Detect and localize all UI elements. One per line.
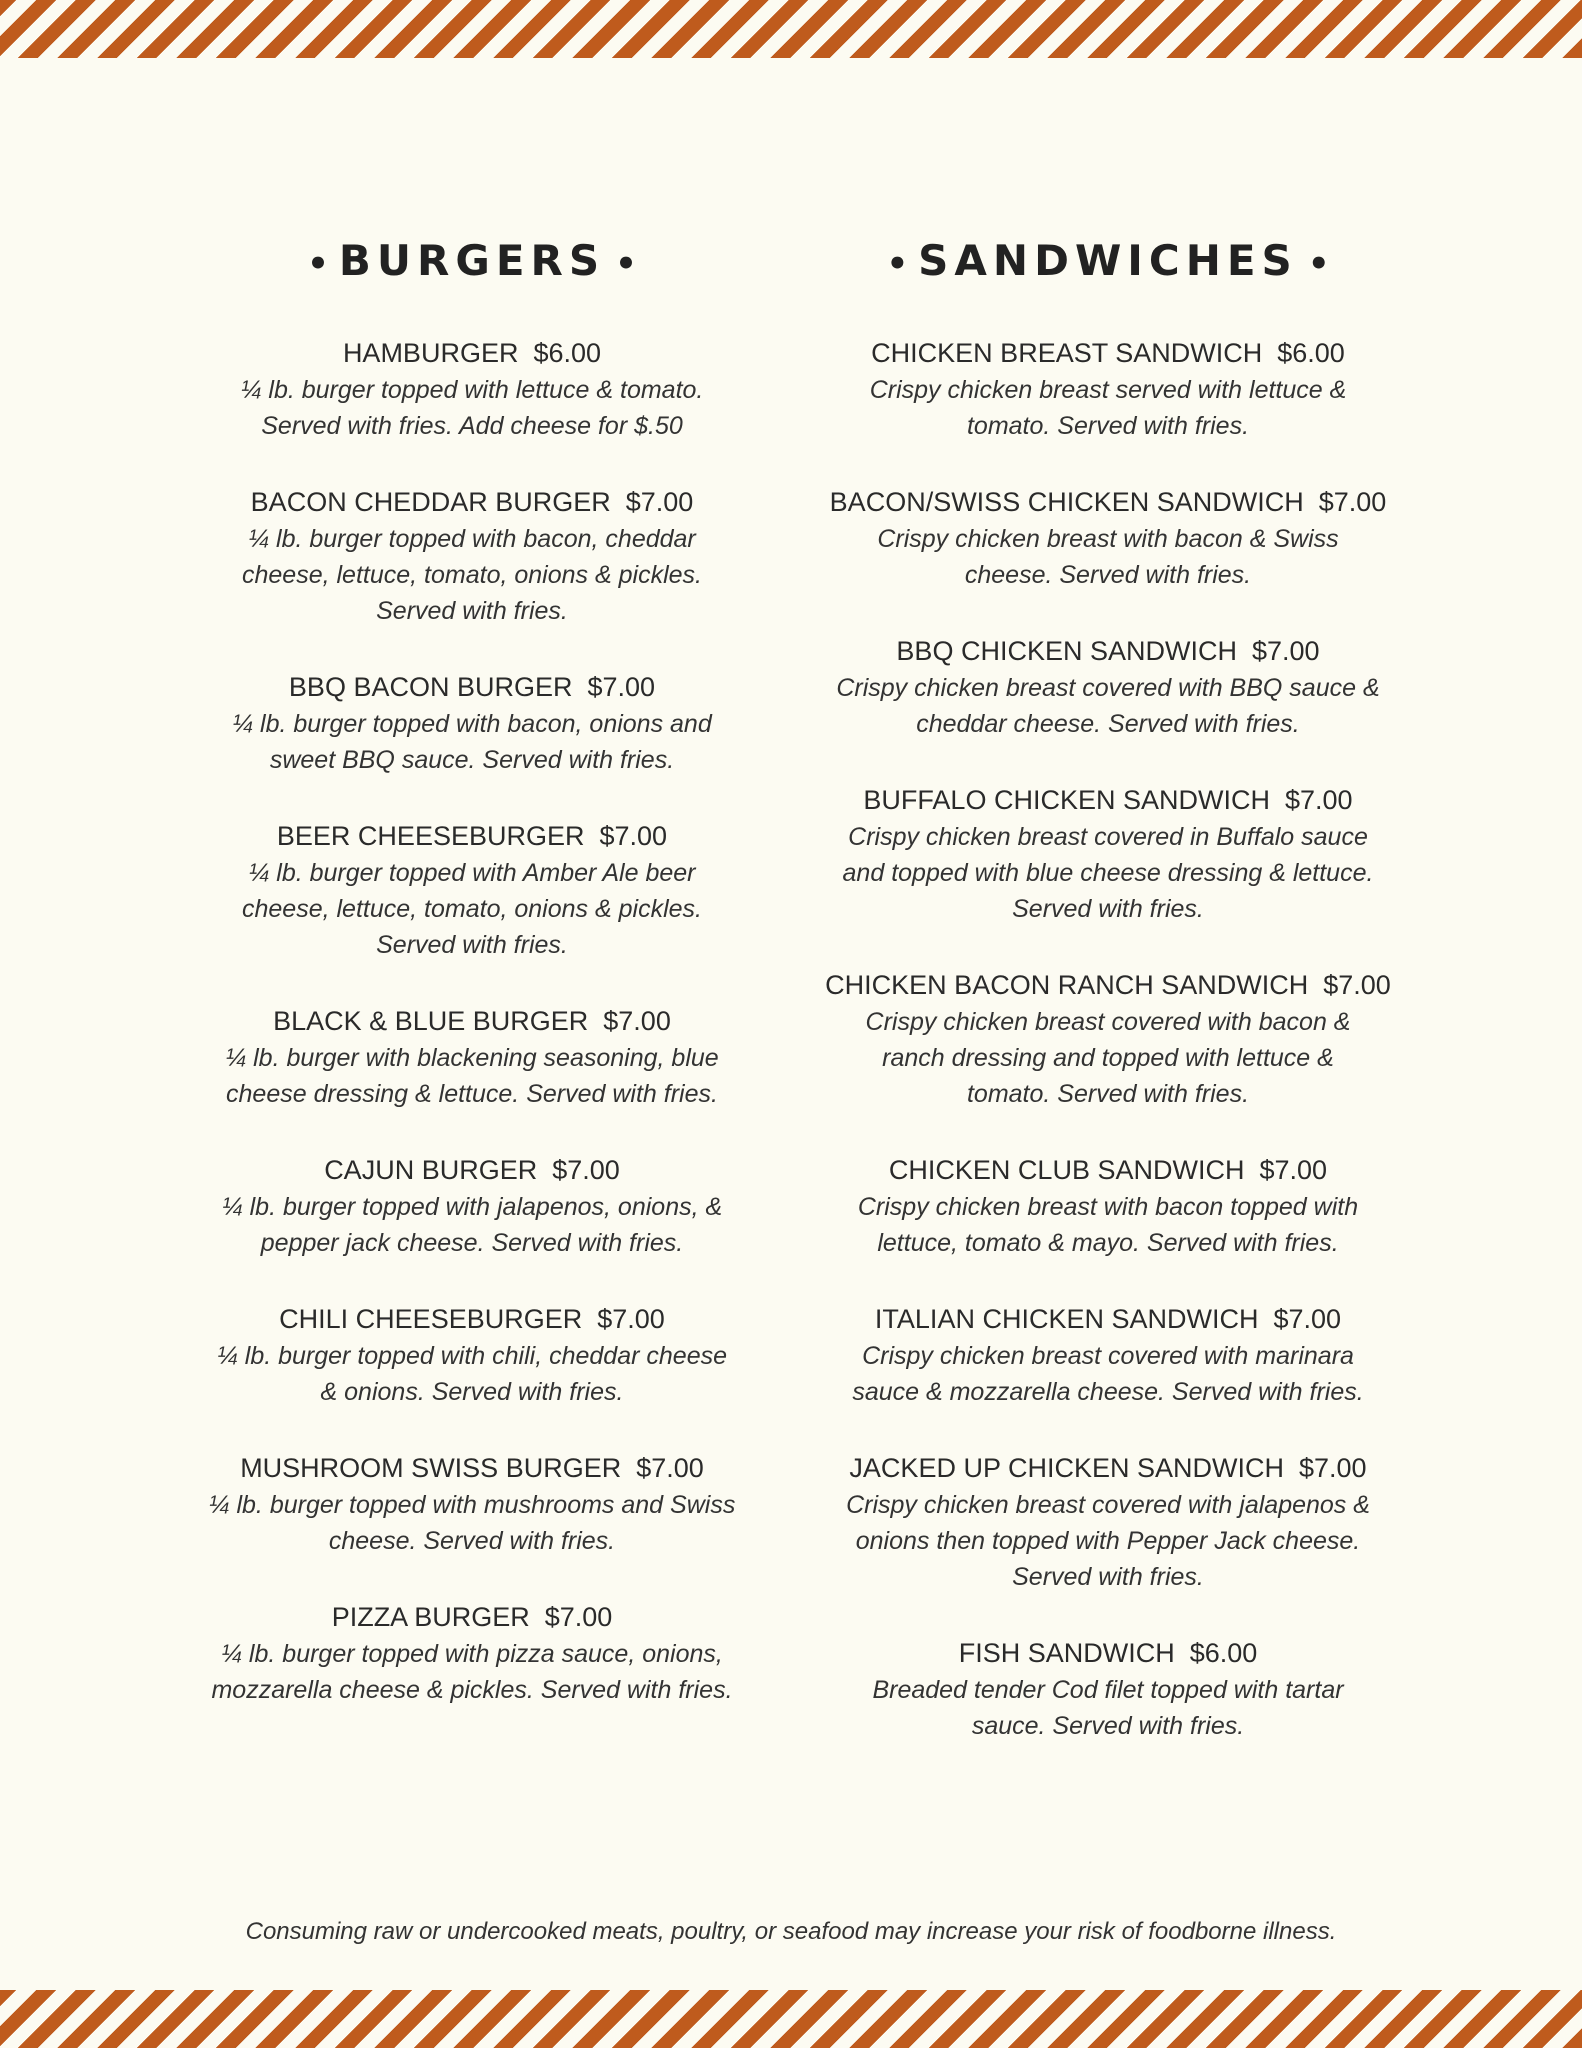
menu-item-title bbox=[172, 1300, 772, 1338]
menu-item bbox=[808, 1300, 1408, 1410]
menu-item-description: ¼ lb. burger topped with mushrooms and Swiss cheese. Served with fries. bbox=[208, 1490, 736, 1555]
menu-item-name: BLACK & BLUE BURGER bbox=[273, 1005, 589, 1036]
menu-item-price: $6.00 bbox=[533, 337, 602, 368]
menu-item-price: $7.00 bbox=[599, 820, 668, 851]
menu-item-title bbox=[808, 483, 1408, 521]
menu-item-name: CHICKEN BACON RANCH SANDWICH bbox=[825, 969, 1309, 1000]
menu-item bbox=[172, 668, 772, 778]
menu-item-title bbox=[172, 817, 772, 855]
menu-item-title bbox=[808, 1300, 1408, 1338]
menu-item-title bbox=[808, 1449, 1408, 1487]
burgers-title: BURGERS bbox=[338, 236, 606, 285]
menu-item-name: BACON/SWISS CHICKEN SANDWICH bbox=[829, 486, 1304, 517]
menu-item-title bbox=[808, 1151, 1408, 1189]
menu-item bbox=[808, 632, 1408, 742]
menu-item-price: $7.00 bbox=[1323, 969, 1391, 1000]
menu-item bbox=[808, 1449, 1408, 1595]
menu-item-description: Crispy chicken breast covered with jalapenos & onions then topped with Pepper Jack cheese. Served with fries. bbox=[846, 1490, 1370, 1591]
menu-item-price: $7.00 bbox=[1251, 635, 1320, 666]
menu-item-title bbox=[172, 334, 772, 372]
bottom-stripe-border bbox=[0, 1990, 1582, 2048]
menu-item-description: ¼ lb. burger topped with bacon, onions and sweet BBQ sauce. Served with fries. bbox=[232, 709, 712, 774]
bullet-dot-icon: • bbox=[615, 243, 637, 284]
menu-item bbox=[172, 1151, 772, 1261]
menu-item-price: $7.00 bbox=[625, 486, 694, 517]
menu-item-price: $7.00 bbox=[1273, 1303, 1342, 1334]
menu-item bbox=[808, 483, 1408, 593]
menu-item-name: BBQ BACON BURGER bbox=[288, 671, 573, 702]
menu-item-price: $6.00 bbox=[1277, 337, 1345, 368]
menu-item-title bbox=[808, 632, 1408, 670]
menu-item bbox=[172, 1002, 772, 1112]
menu-item bbox=[172, 483, 772, 629]
menu-item-description: ¼ lb. burger topped with jalapenos, onions, & pepper jack cheese. Served with fries. bbox=[221, 1192, 723, 1257]
menu-item bbox=[808, 781, 1408, 927]
menu-item-title bbox=[172, 1598, 772, 1636]
sandwiches-heading bbox=[808, 225, 1408, 300]
menu-item-title bbox=[808, 781, 1408, 819]
menu-item-title bbox=[172, 1002, 772, 1040]
menu-item-price: $7.00 bbox=[1284, 784, 1353, 815]
menu-item-title bbox=[172, 483, 772, 521]
menu-item-name: ITALIAN CHICKEN SANDWICH bbox=[874, 1303, 1259, 1334]
menu-item-title bbox=[808, 966, 1408, 1004]
menu-item-price: $7.00 bbox=[552, 1154, 620, 1185]
menu-item-name: CHICKEN CLUB SANDWICH bbox=[888, 1154, 1245, 1185]
menu-item-title bbox=[808, 334, 1408, 372]
menu-item-description: Crispy chicken breast covered with BBQ sauce & cheddar cheese. Served with fries. bbox=[836, 673, 1380, 738]
burgers-list bbox=[172, 334, 772, 1708]
menu-item-price: $7.00 bbox=[636, 1452, 704, 1483]
menu-item-description: Crispy chicken breast covered in Buffalo sauce and topped with blue cheese dressing & lettuce. Served with fries. bbox=[842, 822, 1374, 923]
menu-item-name: CHILI CHEESEBURGER bbox=[279, 1303, 583, 1334]
menu-item-title bbox=[172, 1151, 772, 1189]
menu-item-description: Crispy chicken breast covered with marinara sauce & mozzarella cheese. Served with fries. bbox=[852, 1341, 1364, 1406]
menu-item-description: Crispy chicken breast covered with bacon & ranch dressing and topped with lettuce & tomato. Served with fries. bbox=[865, 1007, 1351, 1108]
menu-item-description: ¼ lb. burger topped with pizza sauce, onions, mozzarella cheese & pickles. Served with fries. bbox=[211, 1639, 733, 1704]
sandwiches-list bbox=[808, 334, 1408, 1744]
menu-item bbox=[172, 1598, 772, 1708]
menu-item-price: $7.00 bbox=[603, 1005, 671, 1036]
menu-item-name: PIZZA BURGER bbox=[331, 1601, 530, 1632]
menu-item-name: FISH SANDWICH bbox=[958, 1637, 1175, 1668]
menu-item-description: Crispy chicken breast with bacon & Swiss cheese. Served with fries. bbox=[877, 524, 1339, 589]
menu-item-price: $7.00 bbox=[597, 1303, 665, 1334]
menu-item-price: $7.00 bbox=[1259, 1154, 1328, 1185]
menu-item-description: Crispy chicken breast with bacon topped with lettuce, tomato & mayo. Served with fries. bbox=[857, 1192, 1359, 1257]
menu-item-price: $7.00 bbox=[544, 1601, 613, 1632]
sandwiches-title: SANDWICHES bbox=[918, 236, 1298, 285]
bullet-dot-icon: • bbox=[307, 243, 329, 284]
menu-item-description: ¼ lb. burger topped with chili, cheddar cheese & onions. Served with fries. bbox=[216, 1341, 728, 1406]
menu-item-description: ¼ lb. burger topped with lettuce & tomato. Served with fries. Add cheese for $.50 bbox=[240, 375, 704, 440]
menu-item-name: CHICKEN BREAST SANDWICH bbox=[871, 337, 1263, 368]
menu-item-name: BBQ CHICKEN SANDWICH bbox=[896, 635, 1237, 666]
menu-item-title bbox=[172, 668, 772, 706]
menu-item-description: Crispy chicken breast served with lettuce & tomato. Served with fries. bbox=[869, 375, 1347, 440]
menu-item-description: ¼ lb. burger with blackening seasoning, blue cheese dressing & lettuce. Served with fries. bbox=[225, 1043, 719, 1108]
menu-item-description: ¼ lb. burger topped with Amber Ale beer cheese, lettuce, tomato, onions & pickles. Served with fries. bbox=[242, 858, 702, 959]
menu-item bbox=[808, 966, 1408, 1112]
food-safety-disclaimer: Consuming raw or undercooked meats, poultry, or seafood may increase your risk of foodborne illness. bbox=[245, 1918, 1337, 1945]
menu-item bbox=[172, 334, 772, 444]
bullet-dot-icon: • bbox=[1307, 243, 1330, 284]
menu-item bbox=[808, 1151, 1408, 1261]
menu-item bbox=[808, 1634, 1408, 1744]
menu-item-title bbox=[808, 1634, 1408, 1672]
menu-item-name: BEER CHEESEBURGER bbox=[276, 820, 585, 851]
burgers-heading bbox=[172, 225, 772, 300]
menu-item-description: Breaded tender Cod filet topped with tartar sauce. Served with fries. bbox=[872, 1675, 1344, 1740]
top-stripe-border bbox=[0, 0, 1582, 58]
menu-item bbox=[172, 1449, 772, 1559]
menu-item bbox=[172, 817, 772, 963]
menu-item-name: CAJUN BURGER bbox=[324, 1154, 538, 1185]
menu-item-name: HAMBURGER bbox=[342, 337, 519, 368]
menu-item-description: ¼ lb. burger topped with bacon, cheddar cheese, lettuce, tomato, onions & pickles. Served with fries. bbox=[242, 524, 702, 625]
menu-item-price: $6.00 bbox=[1189, 1637, 1258, 1668]
menu-item-title bbox=[172, 1449, 772, 1487]
menu-item-price: $7.00 bbox=[1299, 1452, 1367, 1483]
menu-item-name: MUSHROOM SWISS BURGER bbox=[240, 1452, 622, 1483]
burgers-section bbox=[172, 225, 772, 1747]
menu-item bbox=[172, 1300, 772, 1410]
menu-item-name: JACKED UP CHICKEN SANDWICH bbox=[849, 1452, 1284, 1483]
bullet-dot-icon: • bbox=[886, 243, 909, 284]
menu-item-name: BUFFALO CHICKEN SANDWICH bbox=[863, 784, 1270, 815]
menu-item bbox=[808, 334, 1408, 444]
menu-item-name: BACON CHEDDAR BURGER bbox=[250, 486, 611, 517]
menu-item-price: $7.00 bbox=[1318, 486, 1387, 517]
sandwiches-section bbox=[808, 225, 1408, 1783]
menu-item-price: $7.00 bbox=[587, 671, 656, 702]
